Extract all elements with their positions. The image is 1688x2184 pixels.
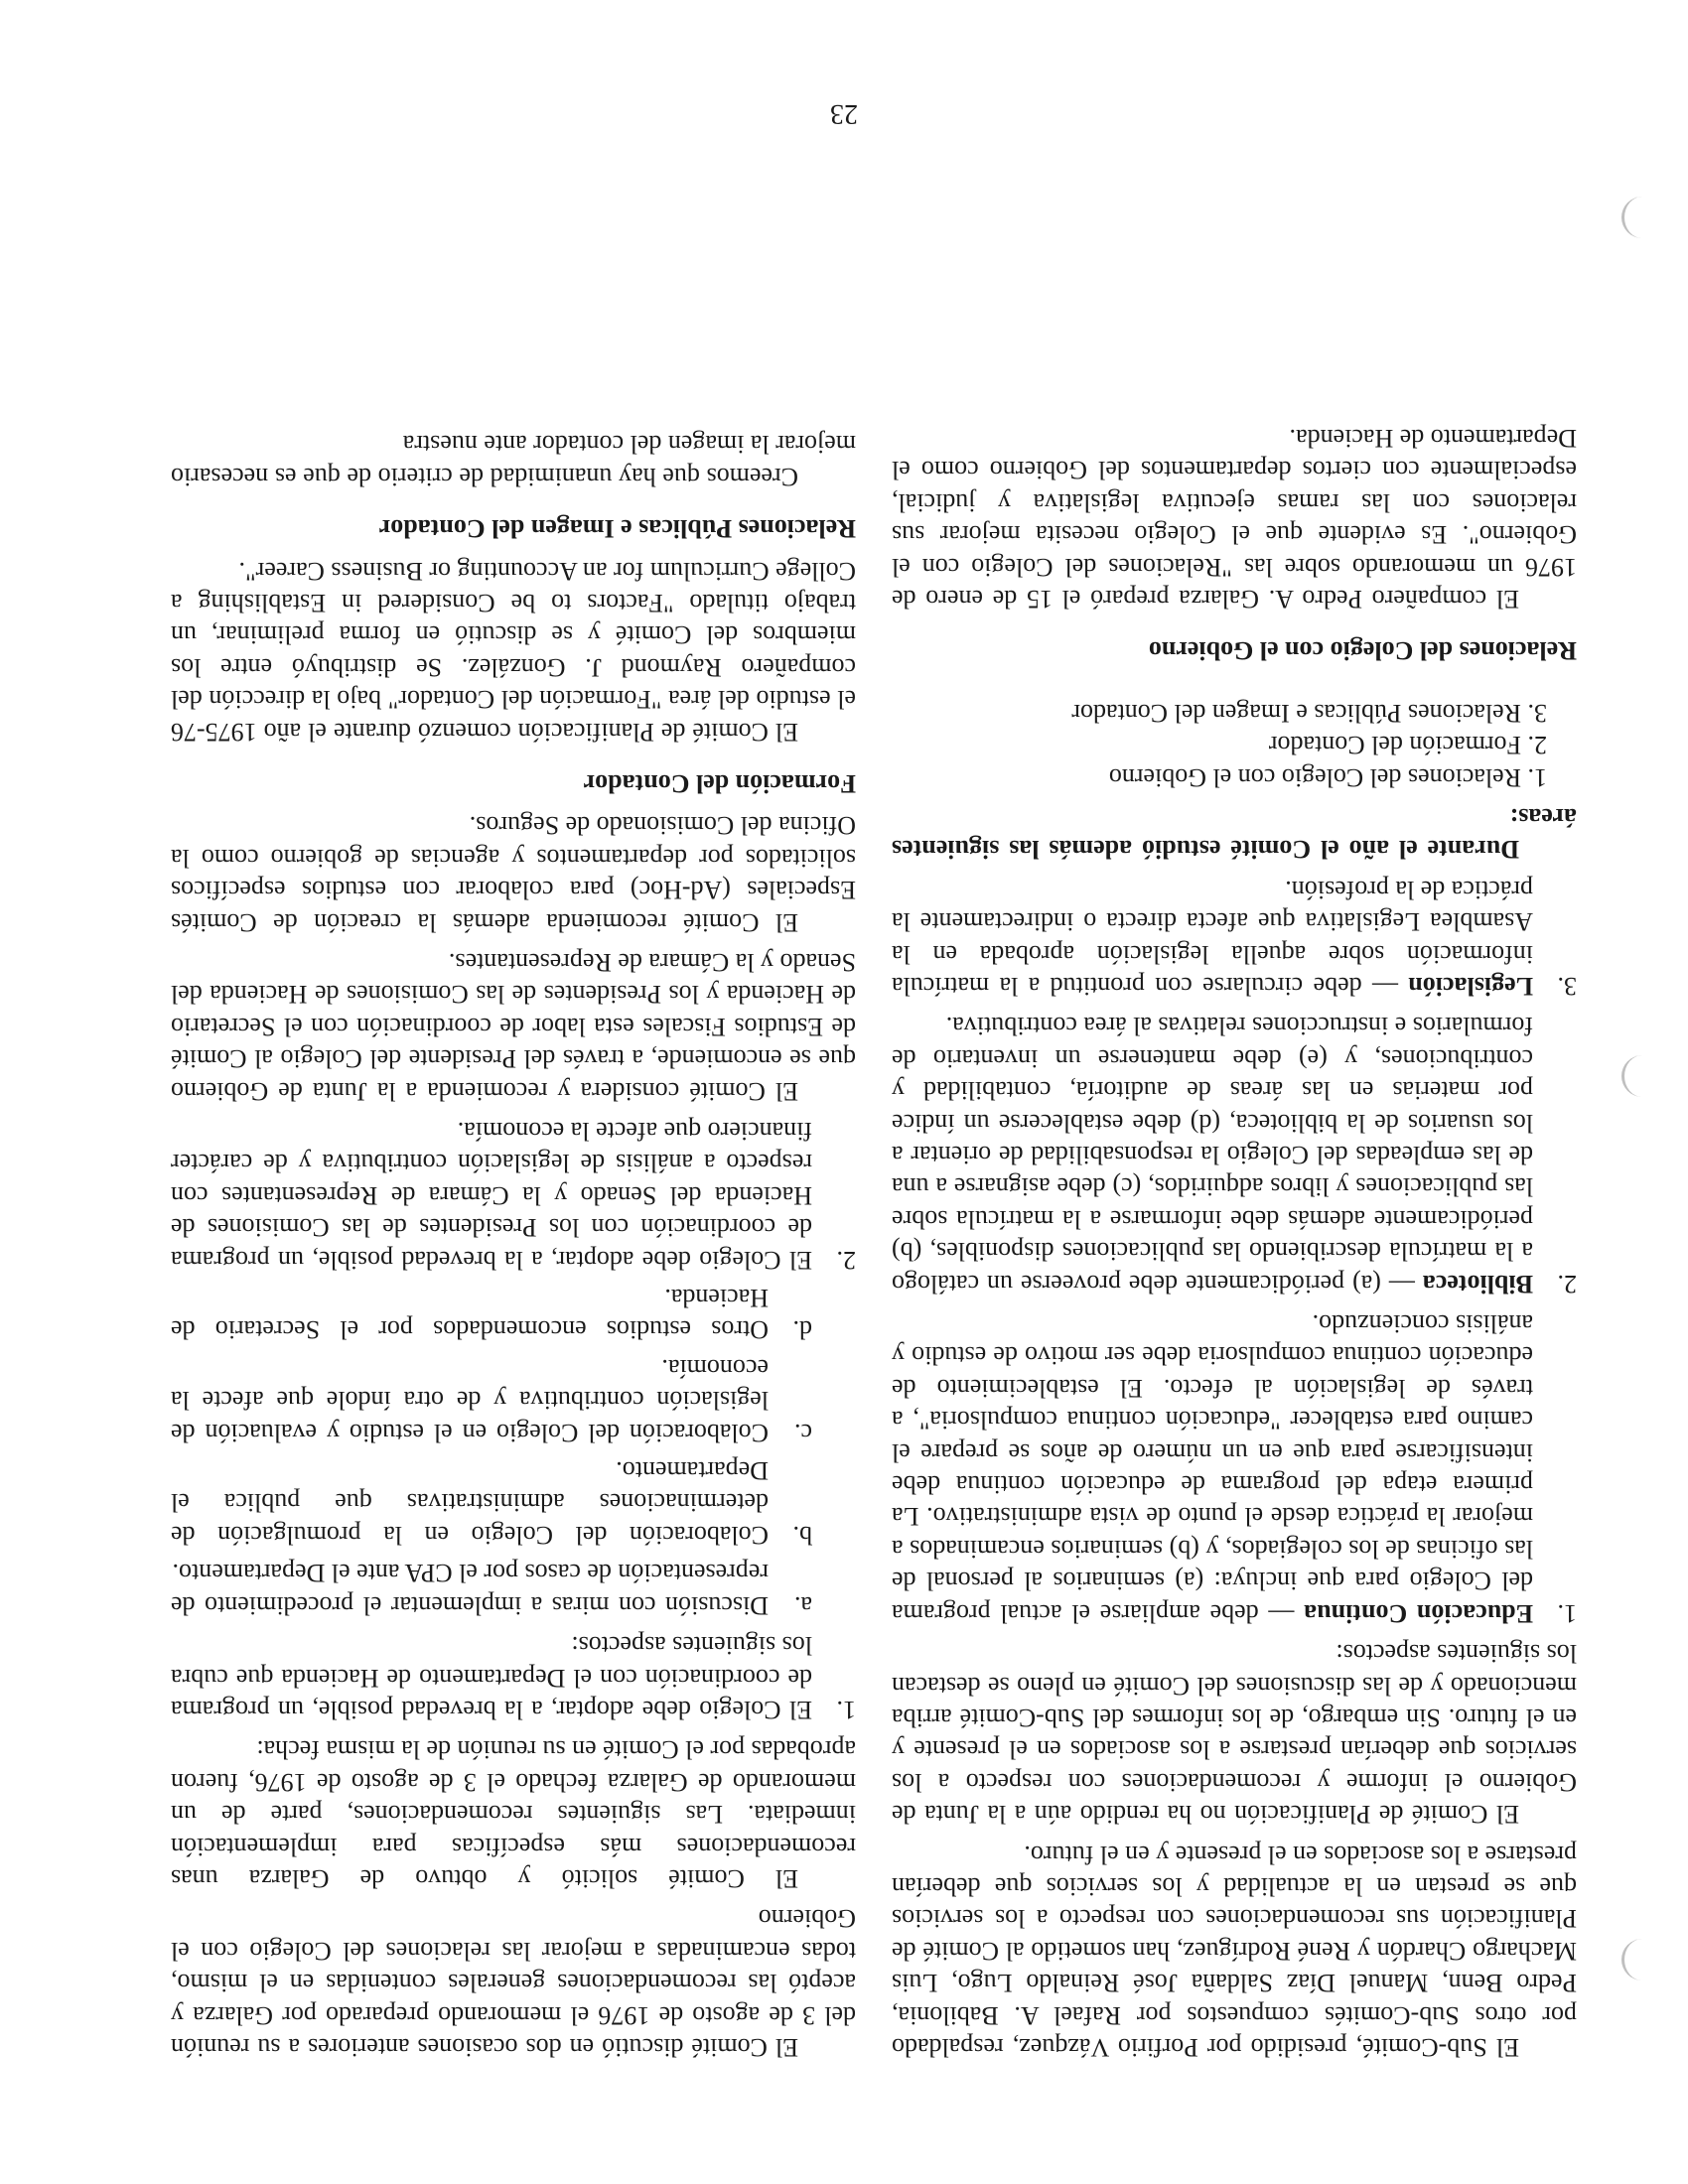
areas-intro: Durante el año el Comité estudió además las siguientes áreas:: [892, 802, 1577, 865]
left-column: [892, 414, 1577, 2064]
intro-paragraph: El Sub-Comité, presidido por Porfirio Vázquez, respaldado por otros Sub-Comités compuestos por Rafael A. Babilonia, Pedro Benn, Manuel Díaz Saldaña José Reinaldo Lugo, Luis Machargo Chardón y René Rodríguez, han sometido al Comité de Planificación sus recomendaciones con respecto a los servicios que se prestan en la actualidad y los servicios que deberían prestarse a los asociados en el presente y en el futuro.: [892, 1840, 1577, 2062]
item-text: — debe circularse con prontitud a la matrícula información sobre aquella legislación aprobada en la Asamblea Legislativa que afecta directa o indirectamente la práctica de la profesión.: [892, 875, 1533, 1001]
area-item: 3. Relaciones Públicas e Imagen del Contador: [1071, 698, 1547, 728]
recommendation-2: 2. El Colegio debe adoptar, a la brevedad posible, un programa de coordinación con los Presidentes de las Comisiones de Hacienda del Senado y la Cámara de Representantes con respecto a análisis de legislación contributiva y de carácter financiero que afecte la economía.: [171, 1117, 856, 1275]
coordination-paragraph: El Comité considera y recomienda a la Junta de Gobierno que se encomiende, a través del Presidente del Colegio al Comité de Estudios Fiscales esta labor de coordinación con el Secretario de Hacienda y los Presidentes de las Comisiones de Hacienda del Senado y la Cámara de Representantes.: [171, 948, 856, 1106]
right-column: [171, 420, 856, 2063]
item-text: — debe ampliarse el actual programa del Colegio para que incluya: (a) seminarios al personal de las oficinas de los colegiados, y (b) seminarios encaminados a mejorar la práctica desde el punto de vista administrativo. La primera etapa del programa de educación continua debe intensificarse para que en un número de años se prepare el camino para establecer "educación continua compulsoria", a través de legislación al efecto. El establecimiento de educación continua compulsoria debe ser motivo de estudio y análisis concienzudo.: [892, 1309, 1533, 1628]
recommendation-text: El Colegio debe adoptar, a la brevedad posible, un programa de coordinación con los Presidentes de las Comisiones de Hacienda del Senado y la Cámara de Representantes con respecto a análisis de legislación contributiva y de carácter financiero que afecte la economía.: [171, 1117, 812, 1275]
area-item: 1. Relaciones del Colegio con el Gobierno: [1108, 762, 1547, 792]
sub-item: a. Discusión con miras a implementar el procedimiento de representación de casos por el CPA ante el Departamento.: [171, 1559, 812, 1620]
punch-hole-mark: [1621, 197, 1656, 238]
gobierno-paragraph: El compañero Pedro A. Galarza preparó el 15 de enero de 1976 un memorando sobre las "Relaciones del Colegio con el Gobierno". Es evidente que el Colegio necesita mejorar sus relaciones con las ramas ejecutiva legislativa y judicial, especialmente con ciertos departamentos del Gobierno como el Departamento de Hacienda.: [892, 423, 1577, 614]
list-item-legislacion: 3. Legislación — debe circularse con prontitud a la matrícula información sobre aquella legislación aprobada en la Asamblea Legislativa que afecta directa o indirectamente la práctica de la profesión.: [892, 875, 1577, 1001]
item-label: Educación Continua: [1304, 1598, 1533, 1628]
formacion-paragraph: El Comité de Planificación comenzó durante el año 1975-76 el estudio del área "Formación del Contador" bajo la dirección del compañero Raymond J. González. Se distribuyó entre los miembros del Comité y se discutió en forma preliminar, un trabajo titulado "Factors to be Considered in Establishing a College Curriculum for an Accounting or Business Career".: [171, 556, 856, 747]
heading-gobierno: Relaciones del Colegio con el Gobierno: [1148, 636, 1577, 666]
areas-list: [892, 696, 1577, 792]
committees-paragraph: El Comité recomienda además la creación de Comités Especiales (Ad-Hoc) para colaborar con estudios específicos solicitados por departamentos y agencias de gobierno como la Oficina del Comisionado de Seguros.: [171, 811, 856, 937]
list-item-biblioteca: 2. Biblioteca — (a) periódicamente debe proveerse un catálogo a la matrícula describiendo las publicaciones disponibles, (b) periódicamente además debe informarse a la matrícula sobre las publicaciones y libros adquiridos, (c) debe asignarse a una de las empleadas del Colegio la responsabilidad de orientar a los usuarios de la biblioteca, (d) debe establecerse un índice por materias en las áreas de auditoría, contabilidad y contribuciones, y (e) debe mantenerse un inventario de formularios e instrucciones relativas al área contributiva.: [892, 1012, 1577, 1298]
relaciones-paragraph: Creemos que hay unanimidad de criterio de que es necesario mejorar la imagen del contador ante nuestra: [171, 430, 856, 491]
recommendation-1: 1. El Colegio debe adoptar, a la brevedad posible, un programa de coordinación con el Departamento de Hacienda que cubra los siguientes aspectos:: [171, 1631, 856, 1724]
punch-hole-mark: [1621, 1055, 1656, 1097]
planning-paragraph: El Comité de Planificación no ha rendido aún a la Junta de Gobierno el informe y recomendaciones con respecto a los servicios que deberían prestarse a los asociados en el presente y en el futuro. Sin embargo, de los informes del Sub-Comité arriba mencionado y de las discusiones del Comité en pleno se destacan los siguientes aspectos:: [892, 1639, 1577, 1830]
item-label: Biblioteca: [1422, 1269, 1533, 1298]
recommendation-text: El Colegio debe adoptar, a la brevedad posible, un programa de coordinación con el Departamento de Hacienda que cubra los siguientes aspectos:: [171, 1631, 812, 1724]
sub-item: d. Otros estudios encomendados por el Secretario de Hacienda.: [171, 1284, 812, 1345]
heading-formacion: Formación del Contador: [583, 768, 856, 798]
punch-hole-mark: [1621, 1939, 1656, 1980]
page-number: 23: [830, 98, 858, 129]
sub-item: b. Colaboración del Colegio en la promulgación de determinaciones administrativas que publica el Departamento.: [171, 1456, 812, 1550]
item-label: Legislación: [1408, 972, 1533, 1001]
discussion-paragraph: El Comité discutió en dos ocasiones anteriores a su reunión del 3 de agosto de 1976 el memorando preparado por Galarza y aceptó las recomendaciones generales contenidas en el mismo, todas encaminadas a mejorar las relaciones del Colegio con el Gobierno: [171, 1904, 856, 2062]
sub-item: c. Colaboración del Colegio en el estudio y evaluación de legislación contributiva y de otra índole que afecte la economía.: [171, 1353, 812, 1447]
recommendations-paragraph: El Comité solicitó y obtuvo de Galarza unas recomendaciones más específicas para implementación inmediata. Las siguientes recomendaciones, parte de un memorando de Galarza fechado el 3 de agosto de 1976, fueron aprobadas por el Comité en su reunión de la misma fecha:: [171, 1735, 856, 1893]
item-text: — (a) periódicamente debe proveerse un catálogo a la matrícula describiendo las publicaciones disponibles, (b) periódicamente además debe informarse a la matrícula sobre las publicaciones y libros adquiridos, (c) debe asignarse a una de las empleadas del Colegio la responsabilidad de orientar a los usuarios de la biblioteca, (d) debe establecerse un índice por materias en las áreas de auditoría, contabilidad y contribuciones, y (e) debe mantenerse un inventario de formularios e instrucciones relativas al área contributiva.: [892, 1012, 1533, 1298]
area-item: 2. Formación del Contador: [1268, 731, 1547, 760]
heading-relaciones-publicas: Relaciones Públicas e Imagen del Contador: [378, 514, 856, 544]
list-item-educacion: 1. Educación Continua — debe ampliarse el actual programa del Colegio para que incluya: (a) seminarios al personal de las oficinas de los colegiados, y (b) seminarios encaminados a mejorar la práctica desde el punto de vista administrativo. La primera etapa del programa de educación continua debe intensificarse para que en un número de años se prepare el camino para establecer "educación continua compulsoria", a través de legislación al efecto. El establecimiento de educación continua compulsoria debe ser motivo de estudio y análisis concienzudo.: [892, 1309, 1577, 1628]
